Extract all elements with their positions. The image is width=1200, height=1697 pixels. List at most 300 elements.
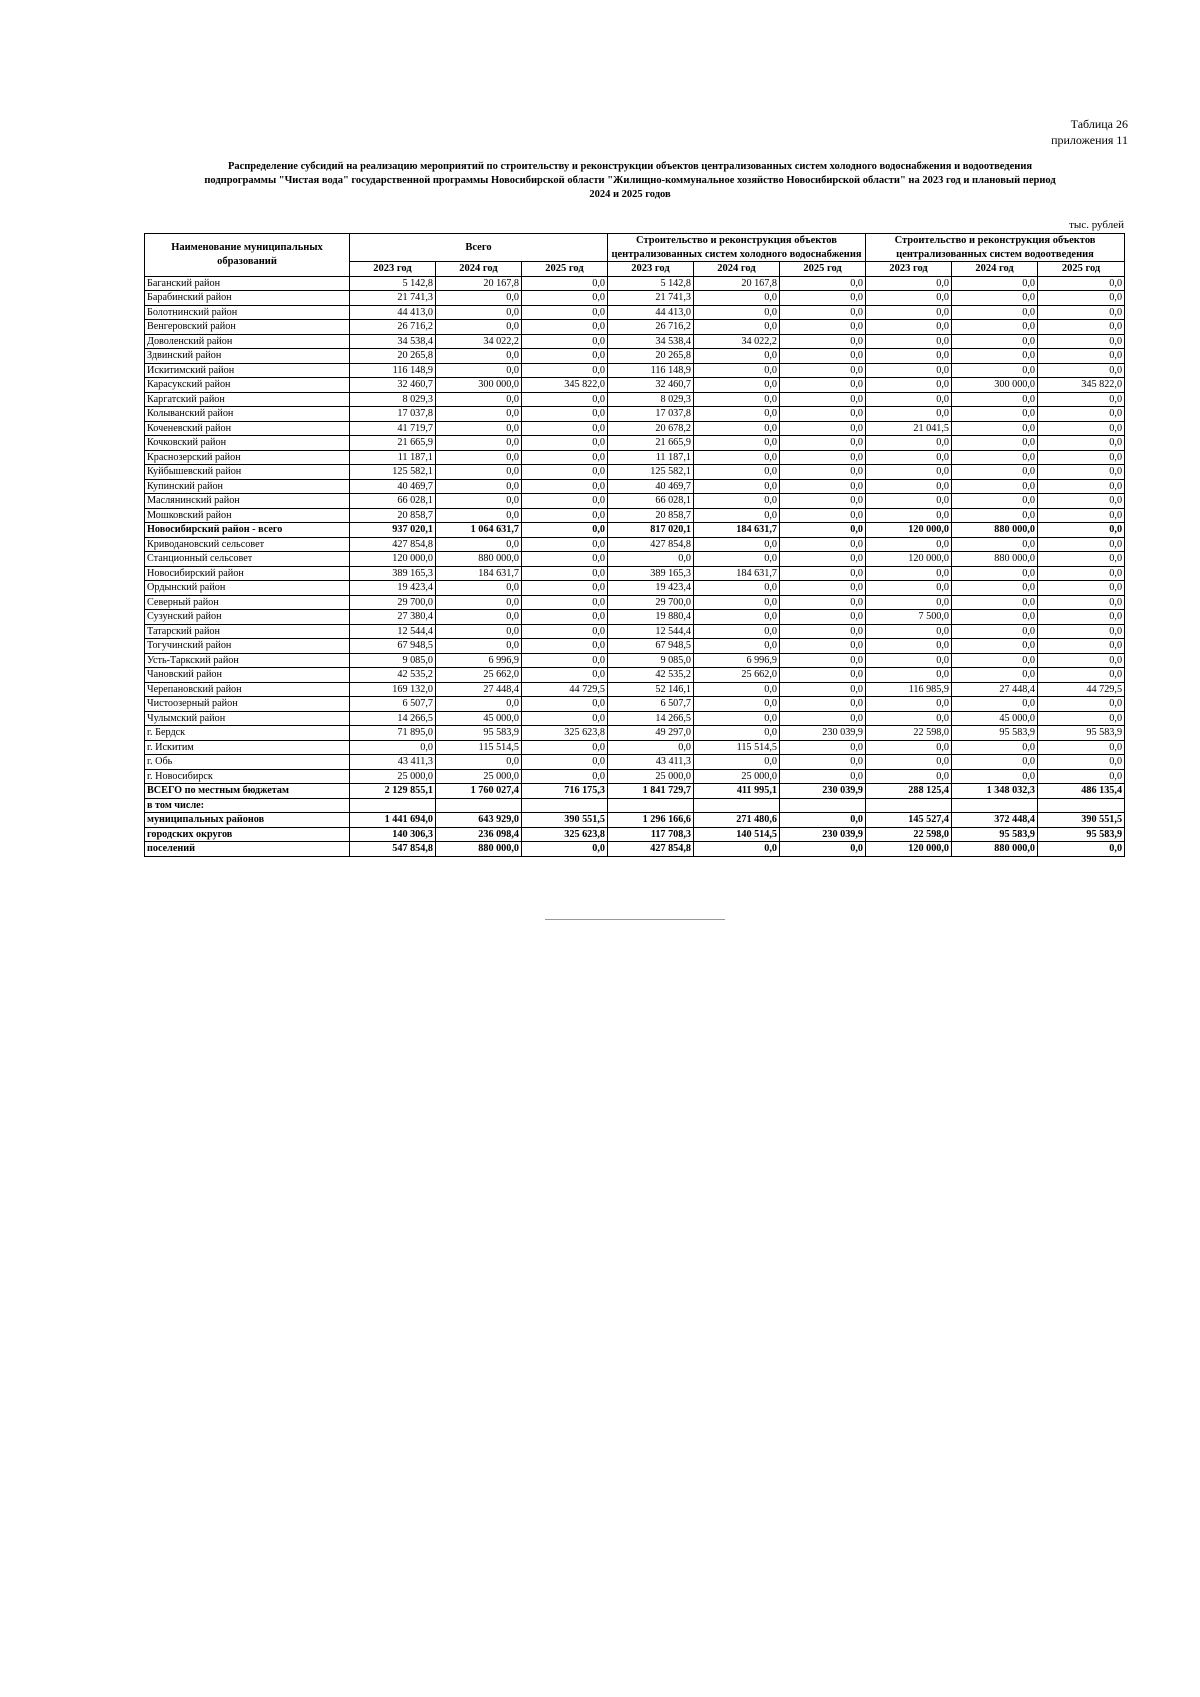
row-value: 0,0: [780, 494, 866, 509]
row-value: 14 266,5: [350, 711, 436, 726]
row-value: 0,0: [1038, 407, 1125, 422]
row-value: 0,0: [866, 711, 952, 726]
row-value: 1 841 729,7: [608, 784, 694, 799]
header-year: 2023 год: [350, 262, 436, 277]
row-value: 411 995,1: [694, 784, 780, 799]
row-value: 0,0: [1038, 668, 1125, 683]
row-name: Чановский район: [145, 668, 350, 683]
table-row: [145, 711, 1125, 726]
row-value: 67 948,5: [350, 639, 436, 654]
header-year: 2025 год: [1038, 262, 1125, 277]
row-value: 0,0: [952, 421, 1038, 436]
row-value: 0,0: [866, 349, 952, 364]
row-value: 0,0: [694, 697, 780, 712]
row-name: Новосибирский район: [145, 566, 350, 581]
row-value: 0,0: [866, 465, 952, 480]
row-value: 325 623,8: [522, 827, 608, 842]
row-value: 0,0: [780, 421, 866, 436]
header-year: 2023 год: [608, 262, 694, 277]
row-value: 40 469,7: [350, 479, 436, 494]
table-row: [145, 668, 1125, 683]
row-value: 0,0: [780, 305, 866, 320]
row-value: 22 598,0: [866, 726, 952, 741]
table-row: [145, 407, 1125, 422]
row-value: 0,0: [952, 334, 1038, 349]
row-value: 0,0: [780, 508, 866, 523]
row-value: 42 535,2: [608, 668, 694, 683]
row-value: 643 929,0: [436, 813, 522, 828]
row-value: 0,0: [522, 755, 608, 770]
row-value: 0,0: [694, 363, 780, 378]
row-value: 19 880,4: [608, 610, 694, 625]
row-value: 547 854,8: [350, 842, 436, 857]
row-value: 230 039,9: [780, 827, 866, 842]
row-value: 0,0: [952, 595, 1038, 610]
row-name: Новосибирский район - всего: [145, 523, 350, 538]
row-value: 0,0: [780, 349, 866, 364]
row-value: 389 165,3: [350, 566, 436, 581]
row-value: 0,0: [1038, 508, 1125, 523]
row-value: 0,0: [780, 639, 866, 654]
row-value: 0,0: [866, 450, 952, 465]
row-name: Колыванский район: [145, 407, 350, 422]
row-value: 0,0: [866, 624, 952, 639]
row-value: 0,0: [866, 378, 952, 393]
row-name: г. Обь: [145, 755, 350, 770]
row-value: 0,0: [694, 726, 780, 741]
table-row: [145, 784, 1125, 799]
row-value: 0,0: [866, 334, 952, 349]
row-name: Чистоозерный район: [145, 697, 350, 712]
row-value: 0,0: [522, 305, 608, 320]
row-value: 140 306,3: [350, 827, 436, 842]
row-value: 34 538,4: [608, 334, 694, 349]
row-value: 42 535,2: [350, 668, 436, 683]
row-value: 0,0: [866, 436, 952, 451]
row-name: Барабинский район: [145, 291, 350, 306]
table-row: [145, 639, 1125, 654]
table-row: [145, 494, 1125, 509]
row-value: 44 413,0: [608, 305, 694, 320]
row-name: Черепановский район: [145, 682, 350, 697]
row-value: 0,0: [866, 653, 952, 668]
table-number: Таблица 26: [1070, 117, 1128, 131]
row-value: 0,0: [522, 479, 608, 494]
row-name: муниципальных районов: [145, 813, 350, 828]
row-value: 0,0: [436, 537, 522, 552]
row-value: 1 064 631,7: [436, 523, 522, 538]
row-value: 0,0: [952, 349, 1038, 364]
row-value: 0,0: [952, 769, 1038, 784]
row-value: 0,0: [780, 740, 866, 755]
row-name: Кочковский район: [145, 436, 350, 451]
table-row: [145, 769, 1125, 784]
row-value: 0,0: [522, 436, 608, 451]
row-name: Купинский район: [145, 479, 350, 494]
row-value: 0,0: [436, 610, 522, 625]
row-value: 0,0: [1038, 436, 1125, 451]
row-value: 117 708,3: [608, 827, 694, 842]
row-value: 0,0: [952, 276, 1038, 291]
row-value: 1 348 032,3: [952, 784, 1038, 799]
row-value: [522, 798, 608, 813]
table-row: [145, 421, 1125, 436]
row-name: г. Бердск: [145, 726, 350, 741]
row-value: 120 000,0: [866, 842, 952, 857]
row-value: 0,0: [952, 624, 1038, 639]
row-value: 20 858,7: [350, 508, 436, 523]
table-row: [145, 334, 1125, 349]
table-row: [145, 610, 1125, 625]
row-value: 0,0: [780, 842, 866, 857]
row-value: 0,0: [780, 711, 866, 726]
row-value: [780, 798, 866, 813]
row-value: 0,0: [1038, 639, 1125, 654]
header-year: 2025 год: [522, 262, 608, 277]
row-name: Ордынский район: [145, 581, 350, 596]
row-value: 0,0: [522, 842, 608, 857]
table-row: [145, 566, 1125, 581]
row-value: 427 854,8: [608, 842, 694, 857]
row-value: 0,0: [1038, 349, 1125, 364]
row-value: 0,0: [1038, 392, 1125, 407]
row-value: 0,0: [694, 320, 780, 335]
row-value: 0,0: [522, 581, 608, 596]
row-value: 41 719,7: [350, 421, 436, 436]
row-value: 0,0: [522, 552, 608, 567]
row-value: 0,0: [780, 682, 866, 697]
row-value: 0,0: [694, 291, 780, 306]
row-value: 0,0: [436, 508, 522, 523]
table-row: [145, 653, 1125, 668]
row-value: 20 167,8: [436, 276, 522, 291]
row-value: 0,0: [522, 610, 608, 625]
row-value: 0,0: [780, 697, 866, 712]
row-value: 0,0: [694, 378, 780, 393]
row-value: 817 020,1: [608, 523, 694, 538]
row-value: 0,0: [436, 421, 522, 436]
row-value: 0,0: [694, 508, 780, 523]
table-row: [145, 349, 1125, 364]
row-value: 880 000,0: [952, 523, 1038, 538]
row-value: 880 000,0: [436, 552, 522, 567]
row-value: 0,0: [1038, 334, 1125, 349]
document-title: [150, 160, 1110, 202]
row-name: Сузунский район: [145, 610, 350, 625]
row-name: Каргатский район: [145, 392, 350, 407]
row-value: 0,0: [1038, 566, 1125, 581]
row-value: 22 598,0: [866, 827, 952, 842]
row-value: 120 000,0: [866, 552, 952, 567]
row-value: 0,0: [952, 305, 1038, 320]
units-label: тыс. рублей: [1069, 219, 1124, 231]
row-value: 716 175,3: [522, 784, 608, 799]
row-value: 25 000,0: [436, 769, 522, 784]
title-line-2: подпрограммы "Чистая вода" государственной программы Новосибирской области "Жилищно-коммунальное хозяйство Новосибирской области" на 2023 год и плановый период: [204, 175, 1056, 186]
row-value: 0,0: [780, 479, 866, 494]
row-value: 0,0: [1038, 595, 1125, 610]
row-value: 0,0: [866, 769, 952, 784]
row-value: 0,0: [866, 407, 952, 422]
row-value: 5 142,8: [608, 276, 694, 291]
row-value: 0,0: [866, 320, 952, 335]
row-value: 145 527,4: [866, 813, 952, 828]
row-value: 184 631,7: [694, 523, 780, 538]
row-value: [436, 798, 522, 813]
row-value: 5 142,8: [350, 276, 436, 291]
row-value: 0,0: [522, 392, 608, 407]
row-value: 0,0: [694, 349, 780, 364]
row-value: 45 000,0: [436, 711, 522, 726]
row-value: 0,0: [1038, 523, 1125, 538]
table-row: [145, 465, 1125, 480]
row-value: 95 583,9: [436, 726, 522, 741]
row-value: 0,0: [1038, 552, 1125, 567]
table-row: [145, 392, 1125, 407]
row-value: 49 297,0: [608, 726, 694, 741]
row-name: Венгеровский район: [145, 320, 350, 335]
table-row: [145, 552, 1125, 567]
row-value: 0,0: [952, 610, 1038, 625]
row-value: 95 583,9: [952, 827, 1038, 842]
row-value: 1 441 694,0: [350, 813, 436, 828]
row-value: 486 135,4: [1038, 784, 1125, 799]
row-value: 0,0: [436, 479, 522, 494]
row-value: 21 665,9: [608, 436, 694, 451]
table-row: [145, 479, 1125, 494]
row-value: 67 948,5: [608, 639, 694, 654]
row-value: 0,0: [1038, 610, 1125, 625]
row-value: 0,0: [952, 697, 1038, 712]
row-name: Чулымский район: [145, 711, 350, 726]
end-rule: [545, 919, 725, 920]
header-year: 2023 год: [866, 262, 952, 277]
row-value: 66 028,1: [608, 494, 694, 509]
row-name: Коченевский район: [145, 421, 350, 436]
table-row: [145, 276, 1125, 291]
table-row: [145, 305, 1125, 320]
row-value: 0,0: [436, 494, 522, 509]
row-value: 0,0: [436, 363, 522, 378]
row-name: Доволенский район: [145, 334, 350, 349]
row-value: 390 551,5: [522, 813, 608, 828]
row-name: Краснозерский район: [145, 450, 350, 465]
row-value: 0,0: [1038, 320, 1125, 335]
row-value: 20 265,8: [608, 349, 694, 364]
row-value: 140 514,5: [694, 827, 780, 842]
row-value: 0,0: [952, 653, 1038, 668]
row-value: 21 741,3: [350, 291, 436, 306]
row-value: 0,0: [436, 624, 522, 639]
row-value: 390 551,5: [1038, 813, 1125, 828]
row-value: 0,0: [522, 421, 608, 436]
row-value: 0,0: [780, 769, 866, 784]
row-value: 116 985,9: [866, 682, 952, 697]
row-value: 0,0: [866, 639, 952, 654]
row-value: 0,0: [1038, 653, 1125, 668]
row-value: 372 448,4: [952, 813, 1038, 828]
row-value: 14 266,5: [608, 711, 694, 726]
row-value: 0,0: [522, 465, 608, 480]
row-value: 0,0: [780, 436, 866, 451]
row-value: 0,0: [866, 566, 952, 581]
row-value: 0,0: [522, 334, 608, 349]
row-value: 0,0: [436, 436, 522, 451]
row-value: 0,0: [694, 305, 780, 320]
row-value: 26 716,2: [350, 320, 436, 335]
row-value: 0,0: [866, 537, 952, 552]
row-value: 0,0: [866, 508, 952, 523]
row-value: 43 411,3: [608, 755, 694, 770]
row-value: 230 039,9: [780, 726, 866, 741]
row-value: 184 631,7: [694, 566, 780, 581]
row-value: 44 729,5: [522, 682, 608, 697]
row-value: 0,0: [694, 494, 780, 509]
row-value: 25 662,0: [436, 668, 522, 683]
row-value: 0,0: [952, 450, 1038, 465]
row-value: 71 895,0: [350, 726, 436, 741]
row-value: 115 514,5: [694, 740, 780, 755]
row-value: 1 760 027,4: [436, 784, 522, 799]
row-name: Баганский район: [145, 276, 350, 291]
row-value: 0,0: [1038, 624, 1125, 639]
row-value: 95 583,9: [1038, 726, 1125, 741]
row-value: 0,0: [522, 711, 608, 726]
table-row: [145, 291, 1125, 306]
row-value: 125 582,1: [350, 465, 436, 480]
row-value: 34 022,2: [694, 334, 780, 349]
row-value: 0,0: [694, 711, 780, 726]
header-year: 2024 год: [436, 262, 522, 277]
row-value: 27 380,4: [350, 610, 436, 625]
row-value: 8 029,3: [608, 392, 694, 407]
row-value: 880 000,0: [952, 842, 1038, 857]
row-value: 0,0: [1038, 755, 1125, 770]
row-name: Станционный сельсовет: [145, 552, 350, 567]
row-value: 0,0: [780, 595, 866, 610]
row-value: 44 413,0: [350, 305, 436, 320]
row-value: 427 854,8: [350, 537, 436, 552]
row-value: 52 146,1: [608, 682, 694, 697]
row-value: 0,0: [522, 320, 608, 335]
header-group-water-supply: Строительство и реконструкция объектов централизованных систем холодного водоснабжения: [608, 234, 866, 262]
row-value: 0,0: [952, 465, 1038, 480]
row-value: 0,0: [694, 479, 780, 494]
row-value: 0,0: [780, 653, 866, 668]
row-value: 0,0: [780, 320, 866, 335]
table-row: [145, 798, 1125, 813]
row-name: Тогучинский район: [145, 639, 350, 654]
row-value: 0,0: [780, 813, 866, 828]
row-value: 0,0: [522, 639, 608, 654]
table-row: [145, 450, 1125, 465]
row-name: Татарский район: [145, 624, 350, 639]
row-value: 0,0: [866, 755, 952, 770]
row-value: 0,0: [694, 465, 780, 480]
row-value: 0,0: [780, 450, 866, 465]
row-value: 0,0: [866, 291, 952, 306]
row-value: 0,0: [780, 523, 866, 538]
row-value: 0,0: [522, 653, 608, 668]
row-value: 0,0: [694, 552, 780, 567]
row-value: 0,0: [952, 291, 1038, 306]
row-value: 25 000,0: [608, 769, 694, 784]
row-value: 0,0: [1038, 363, 1125, 378]
row-value: 0,0: [780, 755, 866, 770]
row-value: 0,0: [608, 740, 694, 755]
row-value: 0,0: [522, 769, 608, 784]
row-value: 0,0: [780, 334, 866, 349]
row-value: 27 448,4: [952, 682, 1038, 697]
row-value: 34 538,4: [350, 334, 436, 349]
table-row: [145, 436, 1125, 451]
row-value: 6 507,7: [608, 697, 694, 712]
header-year: 2025 год: [780, 262, 866, 277]
row-value: 0,0: [694, 392, 780, 407]
row-name: городских округов: [145, 827, 350, 842]
row-value: 236 098,4: [436, 827, 522, 842]
row-value: 44 729,5: [1038, 682, 1125, 697]
row-value: 0,0: [522, 349, 608, 364]
row-value: 21 041,5: [866, 421, 952, 436]
row-value: 0,0: [952, 537, 1038, 552]
row-value: 29 700,0: [350, 595, 436, 610]
row-value: 0,0: [522, 668, 608, 683]
row-value: 0,0: [1038, 494, 1125, 509]
row-value: 0,0: [694, 537, 780, 552]
row-value: 95 583,9: [952, 726, 1038, 741]
table-row: [145, 842, 1125, 857]
row-value: 25 000,0: [694, 769, 780, 784]
row-value: 6 996,9: [694, 653, 780, 668]
row-value: 2 129 855,1: [350, 784, 436, 799]
header-municipality: Наименование муниципальных образований: [145, 234, 350, 277]
row-value: 0,0: [436, 755, 522, 770]
subsidy-table: [144, 233, 1125, 857]
row-value: [866, 798, 952, 813]
row-value: 40 469,7: [608, 479, 694, 494]
row-value: 0,0: [1038, 711, 1125, 726]
row-value: 0,0: [952, 639, 1038, 654]
row-name: Болотнинский район: [145, 305, 350, 320]
row-value: 0,0: [608, 552, 694, 567]
row-value: 0,0: [780, 378, 866, 393]
title-line-3: 2024 и 2025 годов: [589, 189, 671, 200]
row-value: 0,0: [780, 566, 866, 581]
row-value: 0,0: [952, 392, 1038, 407]
row-value: 0,0: [694, 624, 780, 639]
row-name: Северный район: [145, 595, 350, 610]
row-value: 0,0: [780, 624, 866, 639]
row-value: 0,0: [436, 407, 522, 422]
row-value: 19 423,4: [350, 581, 436, 596]
row-value: 0,0: [522, 363, 608, 378]
row-value: 20 858,7: [608, 508, 694, 523]
table-row: [145, 508, 1125, 523]
row-value: [350, 798, 436, 813]
table-row: [145, 595, 1125, 610]
row-value: 0,0: [1038, 465, 1125, 480]
row-value: 0,0: [522, 276, 608, 291]
row-value: 17 037,8: [350, 407, 436, 422]
table-row: [145, 813, 1125, 828]
row-value: 0,0: [694, 639, 780, 654]
row-value: 0,0: [952, 363, 1038, 378]
row-name: Куйбышевский район: [145, 465, 350, 480]
row-value: 43 411,3: [350, 755, 436, 770]
row-value: 389 165,3: [608, 566, 694, 581]
row-value: 116 148,9: [608, 363, 694, 378]
